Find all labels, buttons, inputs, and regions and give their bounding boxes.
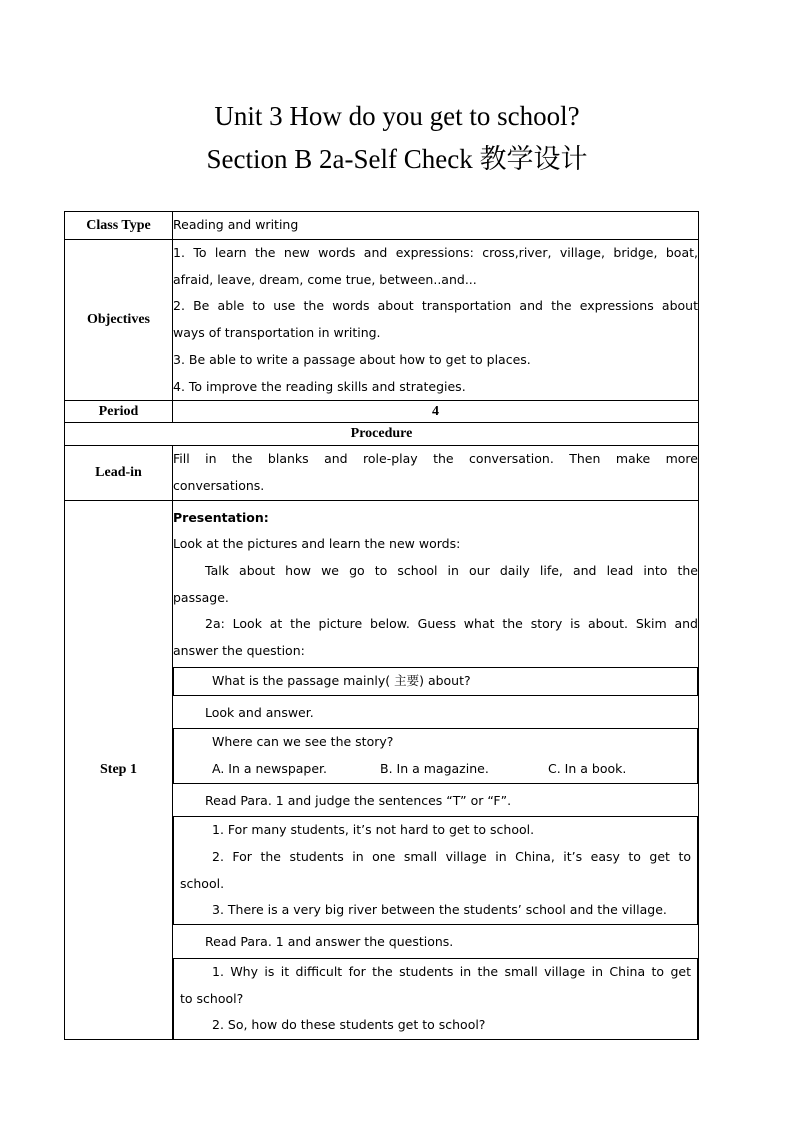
look-pictures-text: Look at the pictures and learn the new words: <box>173 536 461 552</box>
objectives-content <box>173 240 699 401</box>
judge-instruction: Read Para. 1 and judge the sentences “T” or “F”. <box>205 792 512 808</box>
objectives-row <box>65 240 699 401</box>
period-value: 4 <box>173 401 699 423</box>
objective-line: 1. To learn the new words and expressions: cross,river, village, bridge, boat, <box>173 245 698 260</box>
judge-item: 3. There is a very big river between the students’ school and the village. <box>212 902 667 918</box>
objective-line: ways of transportation in writing. <box>173 325 381 341</box>
answer-options <box>180 756 691 783</box>
lesson-plan-table <box>64 211 699 1040</box>
answer-instruction: Read Para. 1 and answer the questions. <box>205 934 454 950</box>
objective-line: 4. To improve the reading skills and strategies. <box>173 378 466 394</box>
lead-in-content: Fill in the blanks and role-play the conversation. Then make more conversations. <box>173 446 699 500</box>
option-c: C. In a book. <box>548 760 627 776</box>
period-label: Period <box>65 401 173 423</box>
judge-box <box>173 816 698 925</box>
document-subtitle: Section B 2a-Self Check 教学设计 <box>206 144 588 174</box>
guess-text: 2a: Look at the picture below. Guess what the story is about. Skim and <box>205 616 698 632</box>
step1-row <box>65 500 699 1039</box>
talk-text-cont: passage. <box>173 589 229 605</box>
class-type-label: Class Type <box>65 212 173 240</box>
main-question-box <box>173 667 698 696</box>
objective-line: 2. Be able to use the words about transportation and the expressions about <box>173 298 698 314</box>
lead-in-row <box>65 446 699 500</box>
answer-item: 1. Why is it difficult for the students in the small village in China to get <box>212 963 691 979</box>
objectives-label: Objectives <box>65 240 173 401</box>
guess-text-cont: answer the question: <box>173 643 305 659</box>
option-a: A. In a newspaper. <box>212 760 328 776</box>
judge-item: 1. For many students, it’s not hard to get to school. <box>212 822 535 838</box>
lead-in-label: Lead-in <box>65 446 173 500</box>
objective-line: 3. Be able to write a passage about how to get to places. <box>173 351 531 367</box>
judge-item-cont: school. <box>180 875 225 891</box>
judge-item: 2. For the students in one small village in China, it’s easy to get to <box>212 849 691 865</box>
answer-box <box>173 958 698 1039</box>
procedure-row <box>65 423 699 446</box>
class-type-value: Reading and writing <box>173 212 699 240</box>
answer-item-cont: to school? <box>180 990 244 1006</box>
class-type-row <box>65 212 699 240</box>
where-question: Where can we see the story? <box>212 734 394 750</box>
step1-content <box>173 500 699 1039</box>
answer-item: 2. So, how do these students get to school? <box>212 1017 486 1033</box>
option-b: B. In a magazine. <box>380 760 489 776</box>
step1-label: Step 1 <box>65 500 173 1039</box>
procedure-heading: Procedure <box>65 423 699 446</box>
document-title: Unit 3 How do you get to school? <box>214 101 580 131</box>
period-row <box>65 401 699 423</box>
objective-line: afraid, leave, dream, come true, between..and... <box>173 271 477 287</box>
where-question-box <box>173 728 698 783</box>
look-answer-text: Look and answer. <box>205 704 314 720</box>
main-question: What is the passage mainly( 主要) about? <box>212 672 471 688</box>
talk-text: Talk about how we go to school in our daily life, and lead into the <box>205 563 698 579</box>
presentation-heading: Presentation: <box>173 509 269 525</box>
